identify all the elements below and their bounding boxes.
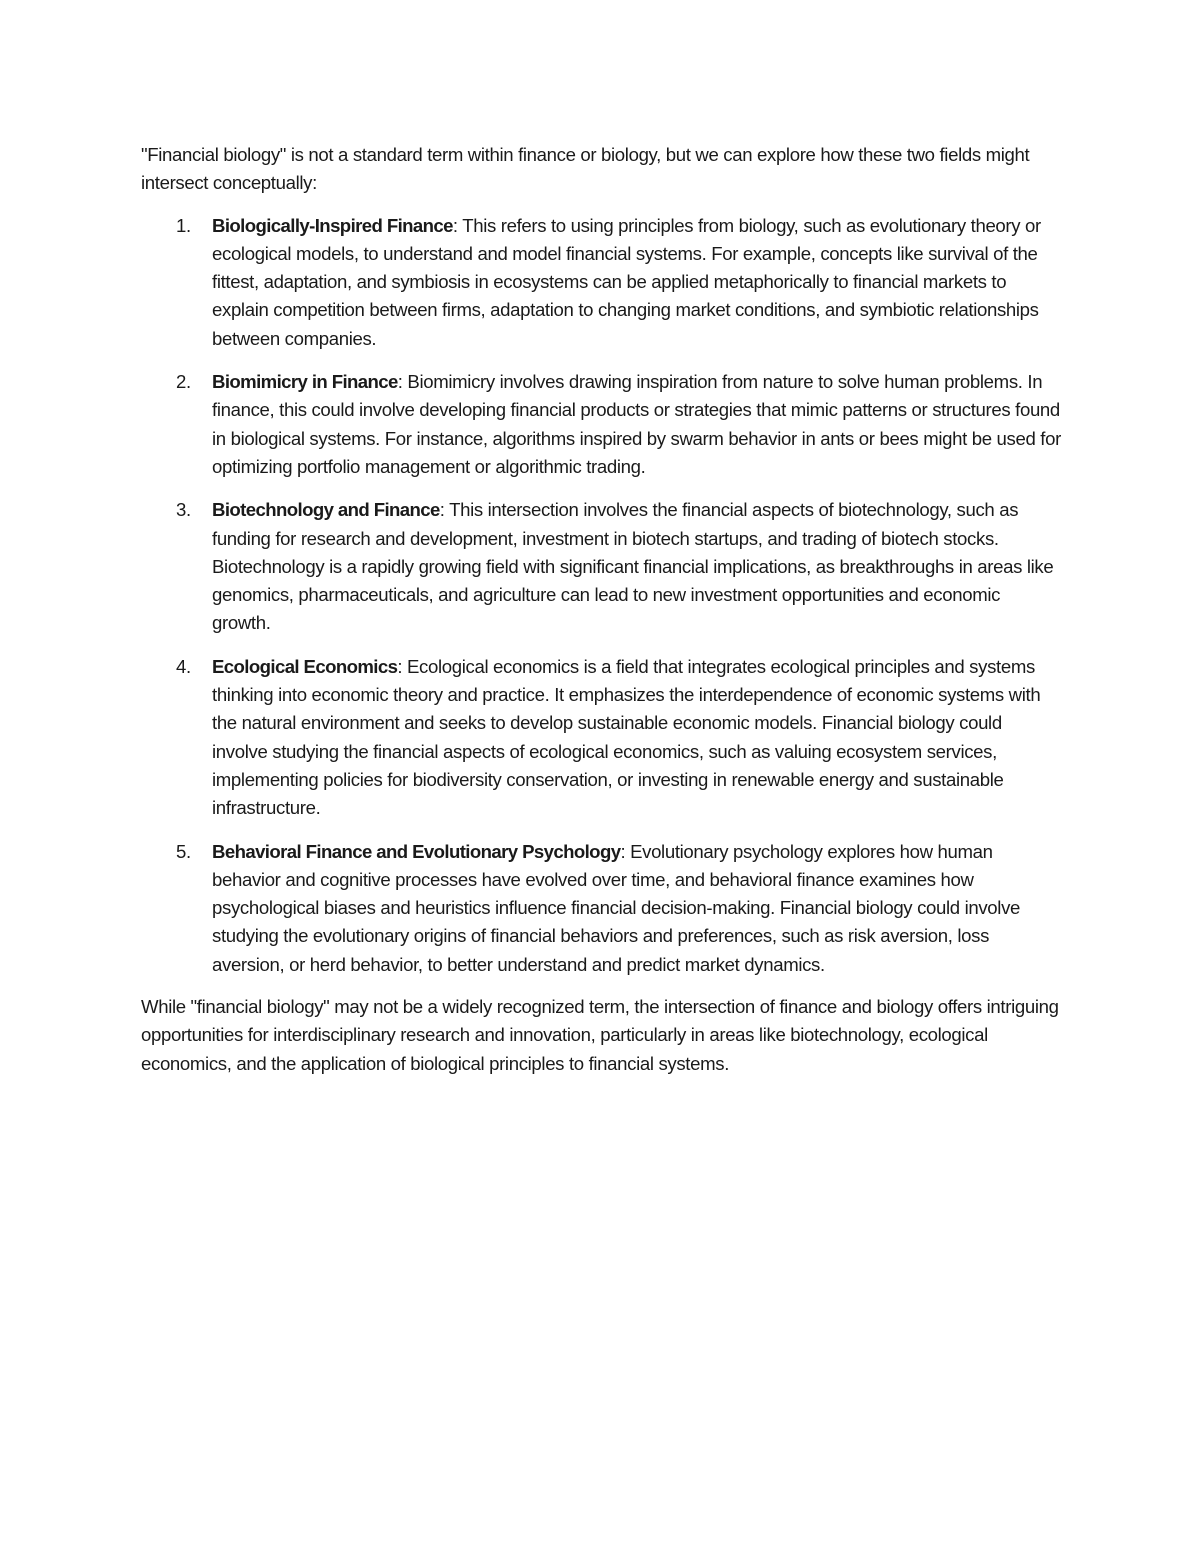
list-item-number: 1. — [176, 214, 191, 236]
list-item-number: 5. — [176, 840, 191, 862]
list-item-text: : This refers to using principles from biology, such as evolutionary theory or ecological models, to understand and model financial systems. For example, concepts like survival of the fittest, adaptation, and symbiosis in ecosystems can be applied metaphorically to financial markets to explain competition between firms, adaptation to changing market conditions, and symbiotic relationships between companies. — [212, 214, 1041, 349]
list-item — [141, 838, 1061, 979]
list-item-number: 2. — [176, 371, 191, 393]
document-body — [141, 141, 1061, 1078]
list-item-text: : This intersection involves the financial aspects of biotechnology, such as funding for research and development, investment in biotech startups, and trading of biotech stocks. Biotechnology is a rapidly growing field with significant financial implications, as breakthroughs in areas like genomics, pharmaceuticals, and agriculture can lead to new investment opportunities and economic growth. — [212, 499, 1054, 634]
conclusion-paragraph: While "financial biology" may not be a widely recognized term, the intersection of finance and biology offers intriguing opportunities for interdisciplinary research and innovation, particularly in areas like biotechnology, ecological economics, and the application of biological principles to financial systems. — [141, 996, 1059, 1074]
list-item-term: Behavioral Finance and Evolutionary Psychology — [212, 840, 621, 862]
list-item — [141, 496, 1061, 637]
list-item-text: : Biomimicry involves drawing inspiration from nature to solve human problems. In finance, this could involve developing financial products or strategies that mimic patterns or structures found in biological systems. For instance, algorithms inspired by swarm behavior in ants or bees might be used for optimizing portfolio management or algorithmic trading. — [212, 371, 1061, 477]
list-item — [141, 368, 1061, 481]
list-item-text: : Evolutionary psychology explores how human behavior and cognitive processes have evolved over time, and behavioral finance examines how psychological biases and heuristics influence financial decision-making. Financial biology could involve studying the evolutionary origins of financial behaviors and preferences, such as risk aversion, loss aversion, or herd behavior, to better understand and predict market dynamics. — [212, 840, 1021, 975]
list-item — [141, 212, 1061, 353]
list-item-term: Ecological Economics — [212, 655, 398, 677]
list-item-term: Biologically-Inspired Finance — [212, 214, 453, 236]
list-item-number: 4. — [176, 655, 191, 677]
list-item — [141, 653, 1061, 823]
list-item-term: Biomimicry in Finance — [212, 371, 398, 393]
intro-paragraph: "Financial biology" is not a standard term within finance or biology, but we can explore how these two fields might intersect conceptually: — [141, 144, 1030, 194]
list-item-number: 3. — [176, 499, 191, 521]
list-item-term: Biotechnology and Finance — [212, 499, 440, 521]
numbered-list — [141, 212, 1061, 979]
list-item-text: : Ecological economics is a field that integrates ecological principles and systems thinking into economic theory and practice. It emphasizes the interdependence of economic systems with the natural environment and seeks to develop sustainable economic models. Financial biology could involve studying the financial aspects of ecological economics, such as valuing ecosystem services, implementing policies for biodiversity conservation, or investing in renewable energy and sustainable infrastructure. — [212, 655, 1041, 819]
